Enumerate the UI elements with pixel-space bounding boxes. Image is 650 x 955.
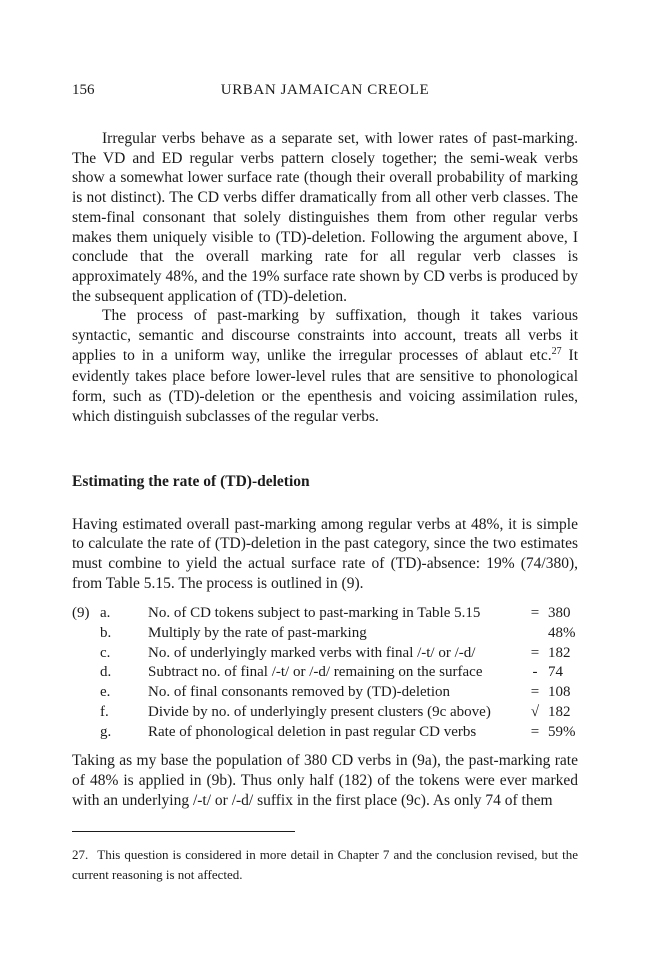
- example-value: 108: [548, 684, 571, 701]
- running-header: [72, 82, 578, 98]
- footnote-27: [72, 845, 578, 884]
- paragraph-having-estimated: Having estimated overall past-marking among regular verbs at 48%, it is simple to calculate the rate of (TD)-deletion in the past category, since the two estimates must combine to yield the actual surface rate of (TD)-absence: 19% (74/380), from Table 5.15. The process is outlined in (9).: [72, 515, 578, 592]
- paragraph-suffixation: [72, 306, 578, 426]
- footnote-reference-27: 27: [551, 346, 562, 358]
- example-row-e: [72, 683, 578, 703]
- example-row-g: [72, 723, 578, 743]
- example-text: Rate of phonological deletion in past regular CD verbs: [148, 723, 477, 740]
- example-text: No. of final consonants removed by (TD)-deletion: [148, 684, 450, 701]
- example-row-f: [72, 703, 578, 723]
- example-operator: -: [532, 664, 538, 681]
- body-text: [72, 129, 578, 810]
- example-row-a: [72, 604, 578, 624]
- example-letter: g.: [100, 723, 112, 740]
- example-text: No. of underlyingly marked verbs with final /-t/ or /-d/: [148, 644, 476, 661]
- example-operator: √: [530, 703, 540, 720]
- paragraph-taking-as-base: Taking as my base the population of 380 CD verbs in (9a), the past-marking rate of 48% is applied in (9b). Thus only half (182) of the tokens were ever marked with an underlying /-t/ or /-d/ suffix in the first place (9c). As only 74 of them: [72, 752, 578, 809]
- footnote-text: This question is considered in more detail in Chapter 7 and the conclusion revised, but the current reasoning is not affected.: [72, 847, 578, 882]
- paragraph-suffixation-post: It evidently takes place before lower-level rules that are sensitive to phonological form, such as (TD)-deletion or the epenthesis and voicing assimilation rules, which distinguish subclasses of the regular verbs.: [72, 346, 579, 425]
- example-row-d: [72, 663, 578, 683]
- example-value: 48%: [548, 625, 576, 642]
- example-value: 182: [548, 644, 571, 661]
- example-operator: =: [530, 605, 540, 622]
- example-letter: b.: [100, 625, 112, 642]
- paragraph-irregular-verbs: Irregular verbs behave as a separate set, with lower rates of past-marking. The VD and ED regular verbs pattern closely together; the semi-weak verbs show a somewhat lower surface rate (though their overall probability of marking is not distinct). The CD verbs differ dramatically from all other verb classes. The stem-final consonant that solely distinguishes them from other regular verbs makes them uniquely visible to (TD)-deletion. Following the argument above, I conclude that the overall marking rate for all regular verb classes is approximately 48%, and the 19% surface rate shown by CD verbs is produced by the subsequent application of (TD)-deletion.: [72, 130, 578, 305]
- example-letter: c.: [100, 644, 111, 661]
- example-value: 74: [548, 664, 563, 681]
- example-row-c: [72, 644, 578, 664]
- section-heading: Estimating the rate of (TD)-deletion: [72, 472, 310, 490]
- example-row-b: [72, 624, 578, 644]
- paragraph-suffixation-pre: The process of past-marking by suffixation, though it takes various syntactic, semantic and discourse constraints into account, treats all verbs it applies to in a uniform way, unlike the irregular processes of ablaut etc.: [72, 307, 578, 364]
- page-number: 156: [72, 82, 95, 98]
- example-operator: [524, 624, 546, 644]
- example-letter: e.: [100, 684, 111, 701]
- example-label: (9): [72, 605, 90, 622]
- example-value: 380: [548, 605, 571, 622]
- example-letter: d.: [100, 664, 112, 681]
- example-letter: a.: [100, 605, 111, 622]
- example-operator: =: [530, 723, 540, 740]
- example-operator: =: [530, 644, 540, 661]
- example-text: No. of CD tokens subject to past-marking in Table 5.15: [148, 605, 481, 622]
- footnote-divider: [72, 831, 295, 832]
- footnote-number: 27.: [72, 847, 89, 863]
- example-text: Divide by no. of underlyingly present clusters (9c above): [148, 703, 491, 720]
- example-letter: f.: [100, 703, 109, 720]
- example-text: Subtract no. of final /-t/ or /-d/ remaining on the surface: [148, 664, 483, 681]
- example-9-list: [72, 604, 578, 742]
- running-title: URBAN JAMAICAN CREOLE: [220, 82, 430, 98]
- example-value: 59%: [548, 723, 576, 740]
- example-operator: =: [530, 684, 540, 701]
- example-value: 182: [548, 703, 571, 720]
- example-text: Multiply by the rate of past-marking: [148, 625, 367, 642]
